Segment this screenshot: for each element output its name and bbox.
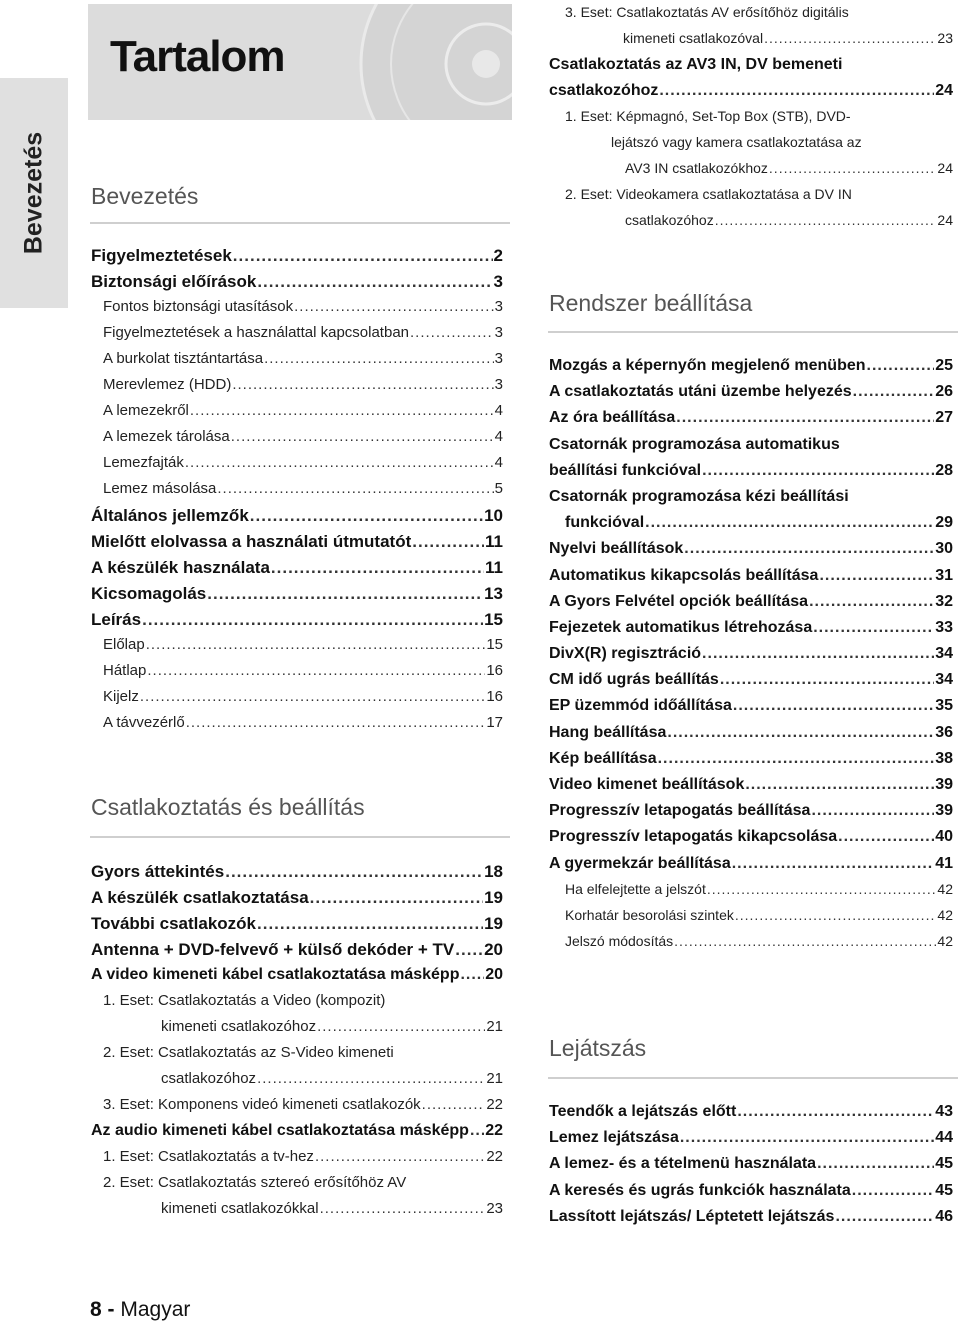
toc-entry[interactable]: 1. Eset: Képmagnó, Set-Top Box (STB), DVD- bbox=[565, 108, 851, 125]
toc-entry[interactable]: Korhatár besorolási szintek ..... 42 bbox=[549, 907, 953, 933]
toc-entry[interactable]: Merevlemez (HDD) ..... 3 bbox=[91, 376, 503, 402]
toc-entry[interactable]: AV3 IN csatlakozókhoz ..... 24 bbox=[549, 160, 953, 186]
toc-entry[interactable]: Progresszív letapogatás beállítása ..... 39 bbox=[549, 802, 953, 828]
toc-entry[interactable]: csatlakozóhoz ..... 24 bbox=[549, 212, 953, 238]
toc-entry[interactable]: 1. Eset: Csatlakoztatás a tv-hez ..... 22 bbox=[91, 1148, 503, 1174]
toc-entry[interactable]: Mielőtt elolvassa a használati útmutatót ..... 11 bbox=[91, 532, 503, 558]
toc-entry[interactable]: A Gyors Felvétel opciók beállítása ..... 32 bbox=[549, 593, 953, 619]
toc-entry[interactable]: A keresés és ugrás funkciók használata ..... 45 bbox=[549, 1182, 953, 1208]
toc-entry[interactable]: Automatikus kikapcsolás beállítása ..... 31 bbox=[549, 567, 953, 593]
toc-entry[interactable]: kimeneti csatlakozóval ..... 23 bbox=[549, 30, 953, 56]
page-language: Magyar bbox=[120, 1298, 191, 1321]
toc-intro bbox=[91, 246, 503, 740]
toc-entry[interactable]: A video kimeneti kábel csatlakoztatása másképp ..... 20 bbox=[91, 966, 503, 992]
toc-entry[interactable]: Hang beállítása ..... 36 bbox=[549, 724, 953, 750]
page-number bbox=[90, 1298, 190, 1322]
toc-entry[interactable]: Video kimenet beállítások ..... 39 bbox=[549, 776, 953, 802]
toc-entry[interactable]: Csatlakoztatás az AV3 IN, DV bemeneti bbox=[549, 56, 843, 73]
toc-entry[interactable]: Nyelvi beállítások ..... 30 bbox=[549, 540, 953, 566]
side-tab bbox=[0, 78, 68, 308]
toc-entry[interactable]: kimeneti csatlakozóhoz ..... 21 bbox=[91, 1018, 503, 1044]
toc-entry[interactable]: 2. Eset: Videokamera csatlakoztatása a DV IN bbox=[565, 186, 852, 203]
toc-entry[interactable]: Teendők a lejátszás előtt ..... 43 bbox=[549, 1103, 953, 1129]
toc-entry[interactable]: Fejezetek automatikus létrehozása ..... 33 bbox=[549, 619, 953, 645]
toc-entry[interactable]: Általános jellemzők ..... 10 bbox=[91, 506, 503, 532]
disc-icon bbox=[356, 4, 512, 120]
section-rule bbox=[548, 331, 958, 333]
toc-entry[interactable]: A készülék használata ..... 11 bbox=[91, 558, 503, 584]
toc-entry[interactable]: A lemezekről ..... 4 bbox=[91, 402, 503, 428]
toc-entry[interactable]: Előlap ..... 15 bbox=[91, 636, 503, 662]
toc-entry[interactable]: Figyelmeztetések a használattal kapcsolatban ..... 3 bbox=[91, 324, 503, 350]
toc-entry[interactable]: A távvezérlő ..... 17 bbox=[91, 714, 503, 740]
toc-entry[interactable]: Lemezfajták ..... 4 bbox=[91, 454, 503, 480]
toc-entry[interactable]: Kicsomagolás ..... 13 bbox=[91, 584, 503, 610]
toc-entry[interactable]: DivX(R) regisztráció ..... 34 bbox=[549, 645, 953, 671]
toc-entry[interactable]: A készülék csatlakoztatása ..... 19 bbox=[91, 888, 503, 914]
toc-entry[interactable]: Csatornák programozása automatikus bbox=[549, 435, 840, 453]
toc-entry[interactable]: lejátszó vagy kamera csatlakoztatása az bbox=[611, 134, 862, 151]
toc-playback bbox=[549, 1103, 953, 1234]
toc-entry[interactable]: A lemez- és a tételmenü használata ..... 45 bbox=[549, 1155, 953, 1181]
toc-entry[interactable]: Leírás ..... 15 bbox=[91, 610, 503, 636]
toc-entry[interactable]: Antenna + DVD-felvevő + külső dekóder + TV ..... 20 bbox=[91, 940, 503, 966]
toc-entry[interactable]: További csatlakozók ..... 19 bbox=[91, 914, 503, 940]
toc-entry[interactable]: Lemez másolása ..... 5 bbox=[91, 480, 503, 506]
page-number-value: 8 - bbox=[90, 1298, 115, 1321]
toc-entry[interactable]: Gyors áttekintés ..... 18 bbox=[91, 862, 503, 888]
section-heading-playback: Lejátszás bbox=[549, 1035, 647, 1061]
toc-entry[interactable]: csatlakozóhoz ..... 21 bbox=[91, 1070, 503, 1096]
toc-entry[interactable]: 2. Eset: Csatlakoztatás az S-Video kimeneti bbox=[103, 1044, 394, 1061]
toc-connect bbox=[91, 862, 503, 1226]
section-heading-intro: Bevezetés bbox=[91, 183, 199, 209]
toc-entry[interactable]: Figyelmeztetések ..... 2 bbox=[91, 246, 503, 272]
toc-entry[interactable]: Mozgás a képernyőn megjelenő menüben ..... 25 bbox=[549, 357, 953, 383]
toc-entry[interactable]: Jelszó módosítás ..... 42 bbox=[549, 933, 953, 959]
toc-entry[interactable]: Csatornák programozása kézi beállítási bbox=[549, 487, 849, 505]
toc-entry[interactable]: A csatlakoztatás utáni üzembe helyezés ..... 26 bbox=[549, 383, 953, 409]
toc-entry[interactable]: Hátlap ..... 16 bbox=[91, 662, 503, 688]
page-title: Tartalom bbox=[110, 32, 285, 81]
section-heading-system: Rendszer beállítása bbox=[549, 290, 753, 316]
toc-system bbox=[549, 357, 953, 959]
toc-entry[interactable]: beállítási funkcióval ..... 28 bbox=[549, 462, 953, 488]
section-heading-connect: Csatlakoztatás és beállítás bbox=[91, 794, 365, 820]
toc-entry[interactable]: funkcióval ..... 29 bbox=[549, 514, 953, 540]
toc-entry[interactable]: csatlakozóhoz ..... 24 bbox=[549, 82, 953, 108]
toc-entry[interactable]: EP üzemmód időállítása ..... 35 bbox=[549, 697, 953, 723]
toc-connect-continued bbox=[549, 4, 953, 238]
toc-entry[interactable]: 1. Eset: Csatlakoztatás a Video (kompozit) bbox=[103, 992, 386, 1009]
header-box bbox=[88, 4, 512, 120]
toc-entry[interactable]: 3. Eset: Csatlakoztatás AV erősítőhöz digitális bbox=[565, 4, 849, 20]
toc-entry[interactable]: kimeneti csatlakozókkal ..... 23 bbox=[91, 1200, 503, 1226]
toc-entry[interactable]: Progresszív letapogatás kikapcsolása ..... 40 bbox=[549, 828, 953, 854]
toc-entry[interactable]: Lassított lejátszás/ Léptetett lejátszás ..... 46 bbox=[549, 1208, 953, 1234]
toc-entry[interactable]: A burkolat tisztántartása ..... 3 bbox=[91, 350, 503, 376]
toc-entry[interactable]: Ha elfelejtette a jelszót ..... 42 bbox=[549, 881, 953, 907]
toc-entry[interactable]: CM idő ugrás beállítás ..... 34 bbox=[549, 671, 953, 697]
side-tab-label: Bevezetés bbox=[19, 131, 48, 255]
section-rule bbox=[90, 222, 510, 224]
toc-entry[interactable]: Fontos biztonsági utasítások ..... 3 bbox=[91, 298, 503, 324]
toc-entry[interactable]: Lemez lejátszása ..... 44 bbox=[549, 1129, 953, 1155]
toc-entry[interactable]: 3. Eset: Komponens videó kimeneti csatlakozók ..... 22 bbox=[91, 1096, 503, 1122]
toc-entry[interactable]: Kép beállítása ..... 38 bbox=[549, 750, 953, 776]
toc-entry[interactable]: Az audio kimeneti kábel csatlakoztatása másképp ..... 22 bbox=[91, 1122, 503, 1148]
toc-entry[interactable]: A lemezek tárolása ..... 4 bbox=[91, 428, 503, 454]
toc-entry[interactable]: Biztonsági előírások ..... 3 bbox=[91, 272, 503, 298]
toc-entry[interactable]: 2. Eset: Csatlakoztatás sztereó erősítőhöz AV bbox=[103, 1174, 407, 1191]
toc-entry[interactable]: Az óra beállítása ..... 27 bbox=[549, 409, 953, 435]
toc-entry[interactable]: Kijelz ..... 16 bbox=[91, 688, 503, 714]
section-rule bbox=[548, 1077, 958, 1079]
section-rule bbox=[90, 836, 510, 838]
toc-entry[interactable]: A gyermekzár beállítása ..... 41 bbox=[549, 855, 953, 881]
